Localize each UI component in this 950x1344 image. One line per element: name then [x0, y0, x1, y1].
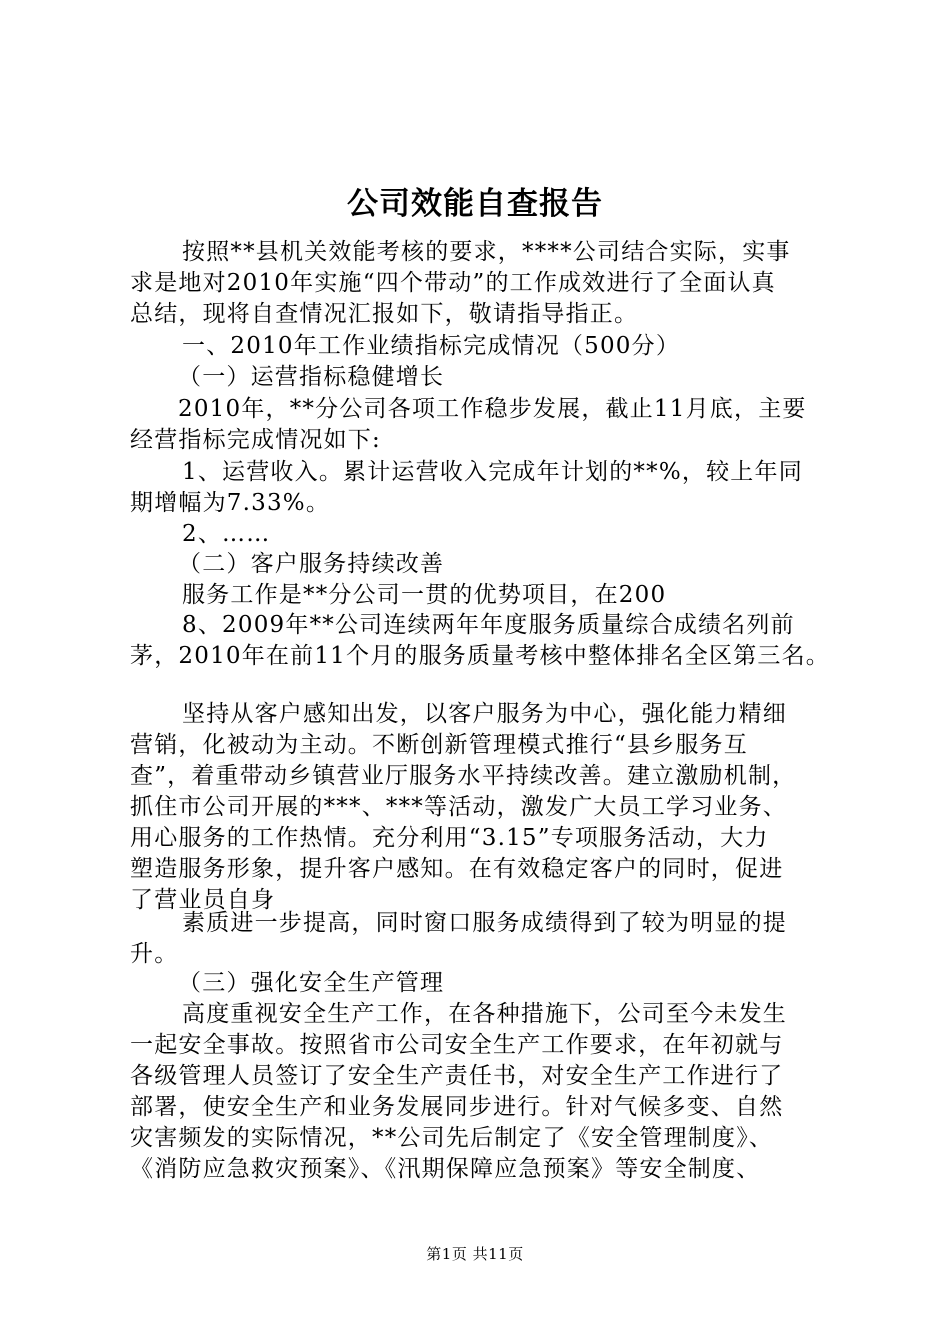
paragraph-line: 总结，现将自查情况汇报如下，敬请指导指正。	[130, 301, 639, 327]
paragraph-line: 升。	[130, 941, 179, 967]
paragraph-line: 《消防应急救灾预案》、《汛期保障应急预案》等安全制度、	[130, 1156, 761, 1182]
paragraph-line: 营销，化被动为主动。不断创新管理模式推行“县乡服务互	[130, 732, 748, 758]
paragraph-line: 求是地对2010年实施“四个带动”的工作成效进行了全面认真	[130, 270, 776, 296]
document-title: 公司效能自查报告	[347, 186, 603, 222]
paragraph-line: 灾害频发的实际情况，**公司先后制定了《安全管理制度》、	[130, 1125, 774, 1151]
paragraph-line: 经营指标完成情况如下:	[130, 427, 381, 453]
paragraph-line: 查”，着重带动乡镇营业厅服务水平持续改善。建立激励机制，	[130, 763, 797, 789]
paragraph-line: 1、运营收入。累计运营收入完成年计划的**%，较上年同	[182, 459, 803, 485]
paragraph-line: 用心服务的工作热情。充分利用“3.15”专项服务活动，大力	[130, 825, 769, 851]
paragraph-line: 塑造服务形象，提升客户感知。在有效稳定客户的同时，促进	[130, 856, 784, 882]
subsection-heading: （三）强化安全生产管理	[178, 970, 445, 996]
paragraph-line: 抓住市公司开展的***、***等活动，激发广大员工学习业务、	[130, 794, 787, 820]
paragraph-line: 8、2009年**公司连续两年年度服务质量综合成绩名列前	[182, 612, 795, 638]
subsection-heading: （一）运营指标稳健增长	[178, 364, 445, 390]
subsection-heading: （二）客户服务持续改善	[178, 551, 445, 577]
paragraph-line: 高度重视安全生产工作，在各种措施下，公司至今未发生	[182, 1001, 787, 1027]
paragraph-line: 2、……	[182, 521, 271, 547]
paragraph-line: 部署，使安全生产和业务发展同步进行。针对气候多变、自然	[130, 1094, 784, 1120]
paragraph-line: 期增幅为7.33%。	[130, 490, 331, 516]
paragraph-line: 了营业员自身	[130, 887, 276, 913]
paragraph-line: 2010年，**分公司各项工作稳步发展，截止11月底，主要	[178, 396, 807, 422]
page-number-footer: 第1页 共11页	[426, 1245, 524, 1263]
paragraph-line: 一起安全事故。按照省市公司安全生产工作要求，在年初就与	[130, 1032, 784, 1058]
paragraph-line: 素质进一步提高，同时窗口服务成绩得到了较为明显的提	[182, 910, 787, 936]
paragraph-line: 各级管理人员签订了安全生产责任书，对安全生产工作进行了	[130, 1063, 784, 1089]
paragraph-line: 坚持从客户感知出发，以客户服务为中心，强化能力精细	[182, 701, 787, 727]
paragraph-line: 服务工作是**分公司一贯的优势项目，在200	[182, 582, 667, 608]
paragraph-line: 按照**县机关效能考核的要求，****公司结合实际，实事	[182, 239, 791, 265]
paragraph-line: 茅，2010年在前11个月的服务质量考核中整体排名全区第三名。	[130, 643, 830, 669]
section-heading: 一、2010年工作业绩指标完成情况（500分）	[182, 333, 681, 359]
